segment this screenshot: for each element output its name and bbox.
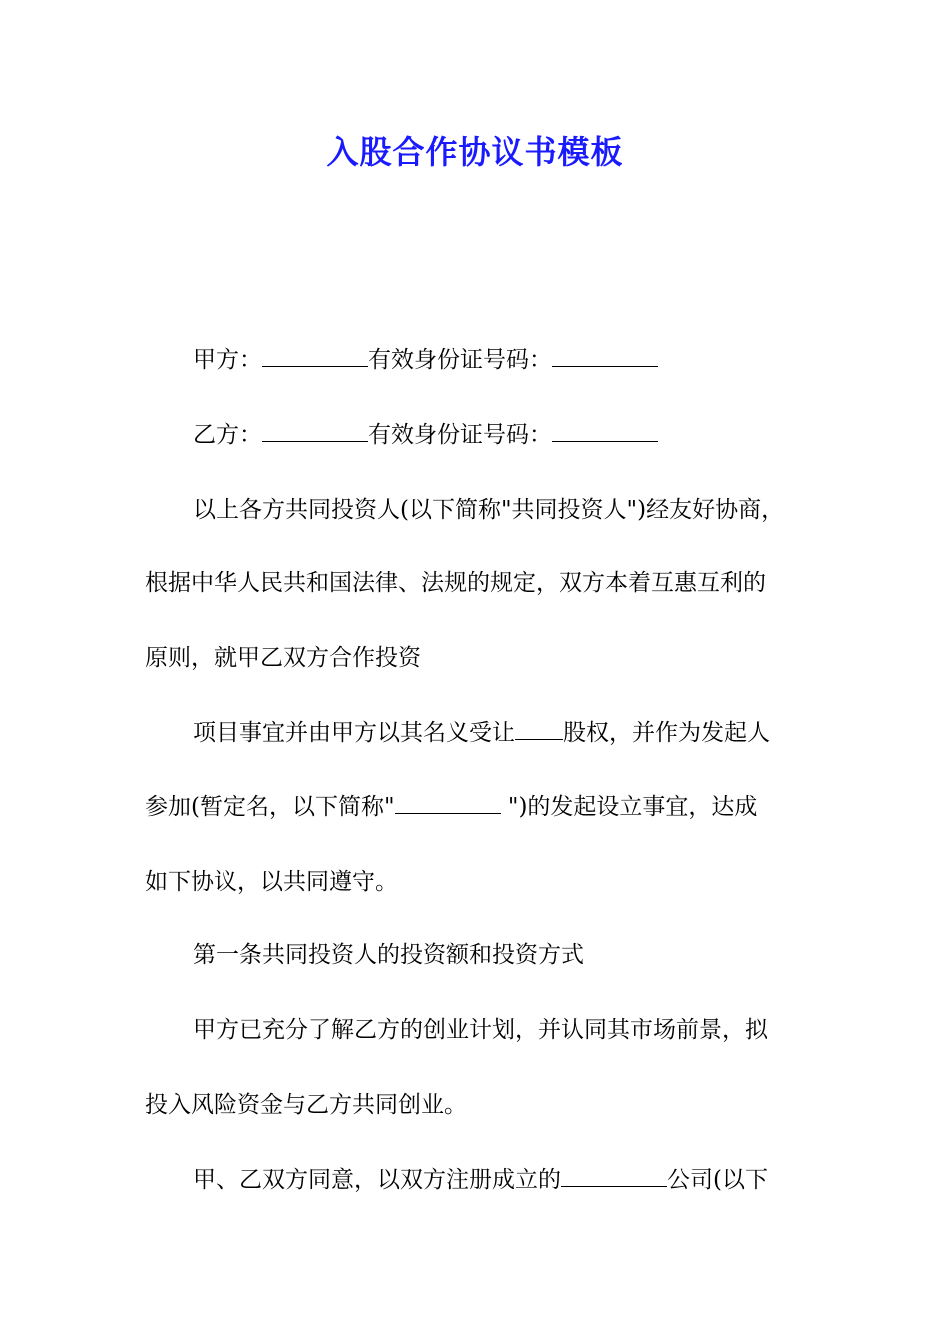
project-line-3: 如下协议，以共同遵守。 — [145, 869, 398, 895]
party-b-id-label: 有效身份证号码： — [368, 422, 552, 448]
party-a-label: 甲方： — [193, 347, 262, 373]
article-1-para-2-a: 甲、乙双方同意，以双方注册成立的 — [193, 1167, 561, 1193]
party-a-line — [193, 342, 815, 378]
party-a-id-label: 有效身份证号码： — [368, 347, 552, 373]
project-line-1-b: 股权，并作为发起人 — [563, 720, 770, 746]
party-b-label: 乙方： — [193, 422, 262, 448]
article-1-para-2-line-1 — [193, 1162, 815, 1198]
article-1-para-1-line-1: 甲方已充分了解乙方的创业计划，并认同其市场前景，拟 — [193, 1017, 768, 1043]
equity-blank — [515, 715, 563, 740]
party-b-line — [193, 417, 815, 453]
party-a-name-blank — [262, 342, 368, 367]
intro-line-3: 原则，就甲乙双方合作投资 — [145, 645, 421, 671]
registered-company-blank — [561, 1162, 667, 1187]
article-1-para-1-line-2: 投入风险资金与乙方共同创业。 — [145, 1092, 467, 1118]
project-line-2-a: 参加(暂定名，以下简称" — [145, 794, 395, 820]
document-title: 入股合作协议书模板 — [326, 133, 624, 171]
project-line-2-b: ")的发起设立事宜，达成 — [500, 794, 758, 820]
project-line-2 — [145, 789, 815, 825]
party-a-id-blank — [552, 342, 658, 367]
party-b-name-blank — [262, 417, 368, 442]
intro-line-1: 以上各方共同投资人(以下简称"共同投资人")经友好协商， — [193, 497, 785, 523]
project-line-1 — [193, 715, 815, 751]
article-1-para-2-b: 公司(以下 — [667, 1167, 768, 1193]
intro-line-2: 根据中华人民共和国法律、法规的规定，双方本着互惠互利的 — [145, 570, 766, 596]
article-1-heading: 第一条共同投资人的投资额和投资方式 — [193, 942, 584, 968]
project-line-1-a: 项目事宜并由甲方以其名义受让 — [193, 720, 515, 746]
party-b-id-blank — [552, 417, 658, 442]
company-name-blank — [395, 789, 501, 814]
